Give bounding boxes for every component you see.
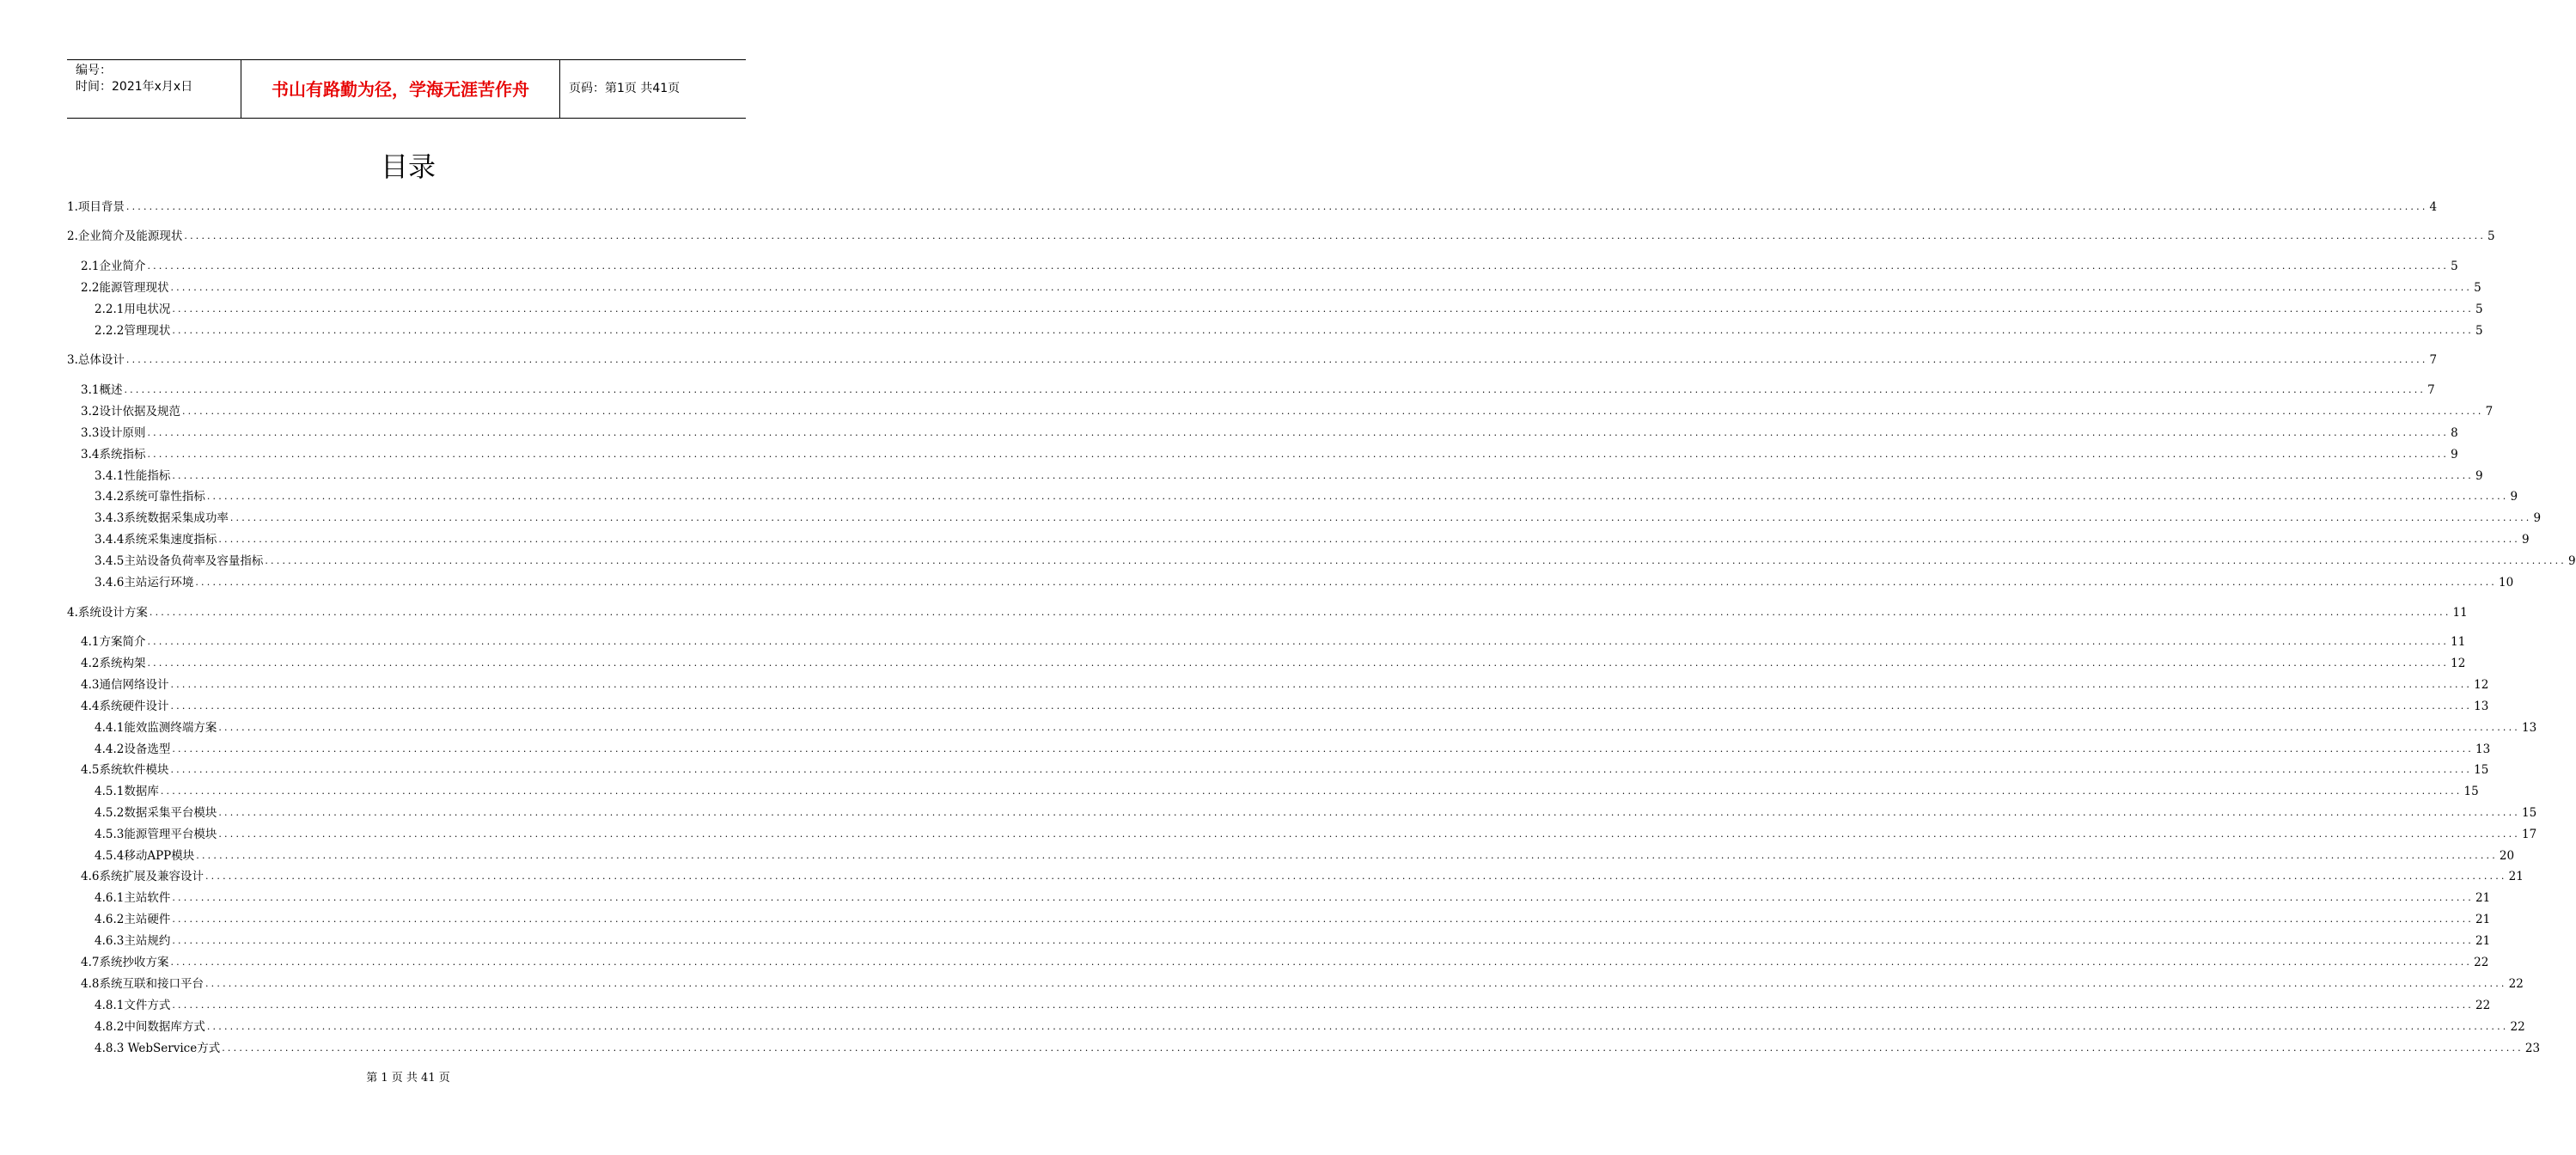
toc-entry-label: 2.2.1用电状况 [95, 302, 171, 316]
toc-entry-page: 21 [2475, 891, 2491, 905]
toc-entry-page: 21 [2475, 934, 2491, 948]
toc-leader-dots: ................................................................................................................................................................................................................................................................................................................................................................................................................ [147, 636, 2450, 647]
header-page-code: 页码：第1页 共41页 [569, 82, 681, 95]
toc-entry-page: 9 [2475, 469, 2483, 483]
document-number-label: 编号： [76, 64, 112, 77]
toc-entry-label: 4.5.2数据采集平台模块 [95, 806, 217, 820]
toc-leader-dots: ................................................................................................................................................................................................................................................................................................................................................................................................................ [147, 427, 2450, 438]
toc-entry-label: 3.4.4系统采集速度指标 [95, 533, 217, 547]
toc-entry-page: 21 [2508, 870, 2524, 883]
toc-entry-label: 4.7系统抄收方案 [81, 956, 169, 969]
toc-entry-page: 7 [2485, 405, 2494, 419]
toc-entry-label: 3.4系统指标 [81, 448, 146, 461]
toc-leader-dots: ................................................................................................................................................................................................................................................................................................................................................................................................................ [172, 999, 2474, 1011]
toc-leader-dots: ................................................................................................................................................................................................................................................................................................................................................................................................................ [170, 679, 2473, 690]
toc-entry-page: 15 [2463, 785, 2479, 798]
toc-leader-dots: ................................................................................................................................................................................................................................................................................................................................................................................................................ [204, 978, 2507, 989]
toc-entry-label: 2.1企业简介 [81, 260, 146, 273]
toc-entry-page: 15 [2522, 806, 2537, 820]
toc-leader-dots: ................................................................................................................................................................................................................................................................................................................................................................................................................ [172, 303, 2474, 315]
toc-leader-dots: ................................................................................................................................................................................................................................................................................................................................................................................................................ [206, 491, 2509, 502]
toc-entry[interactable] [81, 761, 2489, 779]
toc-leader-dots: ................................................................................................................................................................................................................................................................................................................................................................................................................ [149, 607, 2451, 618]
toc-leader-dots: ................................................................................................................................................................................................................................................................................................................................................................................................................ [147, 449, 2450, 460]
toc-entry-label: 2.2能源管理现状 [81, 281, 169, 295]
toc-entry-label: 2.企业简介及能源现状 [67, 229, 183, 243]
toc-entry[interactable] [95, 997, 2491, 1014]
toc-entry-page: 15 [2474, 763, 2489, 777]
toc-entry-label: 3.4.3系统数据采集成功率 [95, 511, 229, 525]
toc-leader-dots: ................................................................................................................................................................................................................................................................................................................................................................................................................ [147, 260, 2450, 272]
toc-entry-label: 4.系统设计方案 [67, 606, 148, 620]
toc-entry[interactable] [95, 719, 2537, 736]
page-footer: 第 1 页 共 41 页 [366, 1072, 450, 1085]
toc-entry-label: 4.2系统构架 [81, 657, 146, 670]
toc-leader-dots: ................................................................................................................................................................................................................................................................................................................................................................................................................ [218, 722, 2520, 733]
document-date-label: 时间：2021年x月x日 [76, 80, 193, 94]
toc-leader-dots: ................................................................................................................................................................................................................................................................................................................................................................................................................ [172, 470, 2474, 481]
toc-entry-page: 5 [2451, 260, 2458, 273]
toc-entry[interactable] [81, 425, 2458, 442]
toc-entry[interactable] [81, 975, 2524, 993]
toc-title: 目录 [380, 150, 436, 183]
toc-entry[interactable] [95, 911, 2491, 928]
toc-entry-page: 17 [2522, 828, 2537, 841]
toc-entry-page: 7 [2429, 353, 2438, 367]
toc-entry-page: 9 [2568, 554, 2576, 568]
toc-entry-label: 4.6系统扩展及兼容设计 [81, 870, 204, 883]
header-page-cell [560, 60, 746, 118]
toc-entry-page: 9 [2510, 490, 2518, 504]
toc-entry-label: 4.8.1文件方式 [95, 999, 171, 1012]
toc-entry[interactable] [95, 322, 2483, 339]
toc-entry-label: 4.5.4移动APP模块 [95, 849, 195, 863]
toc-entry-page: 5 [2487, 229, 2495, 243]
toc-entry[interactable] [95, 488, 2518, 505]
toc-entry-label: 4.3通信网络设计 [81, 678, 169, 692]
toc-leader-dots: ................................................................................................................................................................................................................................................................................................................................................................................................................ [229, 512, 2532, 523]
toc-entry[interactable] [95, 826, 2537, 843]
toc-leader-dots: ................................................................................................................................................................................................................................................................................................................................................................................................................ [218, 807, 2520, 818]
toc-entry[interactable] [81, 446, 2458, 463]
toc-leader-dots: ................................................................................................................................................................................................................................................................................................................................................................................................................ [195, 577, 2497, 588]
toc-entry-page: 22 [2475, 999, 2491, 1012]
toc-entry-page: 22 [2508, 977, 2524, 991]
toc-entry-label: 3.4.2系统可靠性指标 [95, 490, 205, 504]
toc-entry-page: 21 [2475, 913, 2491, 926]
header-motto: 书山有路勤为径，学海无涯苦作舟 [272, 79, 529, 100]
toc-entry[interactable] [95, 1018, 2525, 1036]
toc-entry-page: 5 [2474, 281, 2481, 295]
toc-entry[interactable] [95, 531, 2530, 548]
toc-entry[interactable] [81, 698, 2489, 715]
toc-leader-dots: ................................................................................................................................................................................................................................................................................................................................................................................................................ [172, 914, 2474, 925]
toc-entry-page: 20 [2499, 849, 2515, 863]
toc-entry-label: 3.3设计原则 [81, 426, 146, 440]
toc-entry-label: 3.4.1性能指标 [95, 469, 171, 483]
toc-entry[interactable] [95, 574, 2514, 591]
toc-entry-page: 11 [2452, 606, 2468, 620]
toc-leader-dots: ................................................................................................................................................................................................................................................................................................................................................................................................................ [204, 871, 2507, 882]
toc-entry-label: 3.2设计依据及规范 [81, 405, 180, 419]
toc-entry[interactable] [81, 403, 2494, 420]
toc-leader-dots: ................................................................................................................................................................................................................................................................................................................................................................................................................ [222, 1042, 2524, 1054]
toc-entry[interactable] [67, 604, 2468, 621]
toc-entry-page: 12 [2451, 657, 2466, 670]
toc-entry[interactable] [95, 301, 2483, 318]
toc-leader-dots: ................................................................................................................................................................................................................................................................................................................................................................................................................ [147, 657, 2450, 669]
toc-entry-label: 4.4.2设备选型 [95, 742, 171, 756]
toc-entry-label: 4.1方案简介 [81, 635, 146, 649]
toc-leader-dots: ................................................................................................................................................................................................................................................................................................................................................................................................................ [170, 700, 2473, 712]
page-header [67, 59, 746, 119]
toc-leader-dots: ................................................................................................................................................................................................................................................................................................................................................................................................................ [124, 384, 2426, 395]
toc-entry-label: 3.1概述 [81, 383, 123, 397]
toc-entry[interactable] [95, 741, 2491, 758]
toc-leader-dots: ................................................................................................................................................................................................................................................................................................................................................................................................................ [181, 406, 2484, 417]
toc-entry-label: 4.6.3主站规约 [95, 934, 171, 948]
toc-leader-dots: ................................................................................................................................................................................................................................................................................................................................................................................................................ [160, 785, 2463, 797]
toc-entry-page: 9 [2533, 511, 2542, 525]
toc-entry[interactable] [95, 889, 2491, 907]
toc-entry-label: 4.8.2中间数据库方式 [95, 1020, 205, 1034]
toc-entry[interactable] [95, 510, 2542, 527]
toc-leader-dots: ................................................................................................................................................................................................................................................................................................................................................................................................................ [125, 201, 2428, 212]
toc-leader-dots: ................................................................................................................................................................................................................................................................................................................................................................................................................ [170, 282, 2473, 293]
toc-leader-dots: ................................................................................................................................................................................................................................................................................................................................................................................................................ [196, 850, 2498, 861]
toc-entry-page: 22 [2510, 1020, 2525, 1034]
toc-entry-page: 7 [2427, 383, 2435, 397]
toc-entry[interactable] [81, 382, 2435, 399]
toc-entry-label: 4.8.3 WebService方式 [95, 1042, 221, 1055]
header-motto-cell [241, 60, 560, 118]
toc-entry[interactable] [67, 199, 2438, 216]
toc-leader-dots: ................................................................................................................................................................................................................................................................................................................................................................................................................ [206, 1021, 2509, 1032]
toc-entry[interactable] [95, 847, 2515, 865]
header-info-cell [67, 60, 241, 118]
toc-entry[interactable] [81, 279, 2481, 296]
toc-entry-page: 8 [2451, 426, 2458, 440]
toc-entry[interactable] [81, 868, 2524, 885]
toc-entry-label: 4.4.1能效监测终端方案 [95, 721, 217, 735]
toc-entry-page: 23 [2524, 1042, 2541, 1055]
toc-entry-label: 4.4系统硬件设计 [81, 700, 169, 713]
toc-entry-label: 4.8系统互联和接口平台 [81, 977, 204, 991]
toc-entry-page: 4 [2429, 200, 2438, 214]
toc-leader-dots: ................................................................................................................................................................................................................................................................................................................................................................................................................ [172, 325, 2474, 336]
toc-entry-page: 11 [2451, 635, 2466, 649]
toc-entry[interactable] [81, 655, 2466, 672]
toc-entry[interactable] [81, 633, 2466, 651]
toc-entry-label: 4.5.1数据库 [95, 785, 159, 798]
toc-entry[interactable] [81, 954, 2489, 971]
toc-leader-dots: ................................................................................................................................................................................................................................................................................................................................................................................................................ [218, 534, 2520, 545]
toc-entry-page: 12 [2474, 678, 2489, 692]
toc-entry[interactable] [81, 258, 2458, 275]
toc-entry-label: 4.5系统软件模块 [81, 763, 169, 777]
toc-entry-page: 22 [2474, 956, 2489, 969]
toc-entry-label: 3.4.6主站运行环境 [95, 576, 194, 590]
toc-entry[interactable] [67, 351, 2438, 369]
toc-entry-page: 13 [2475, 742, 2491, 756]
toc-entry[interactable] [95, 1040, 2541, 1057]
toc-entry-label: 3.总体设计 [67, 353, 125, 367]
toc-entry[interactable] [95, 932, 2491, 950]
toc-leader-dots: ................................................................................................................................................................................................................................................................................................................................................................................................................ [170, 764, 2473, 775]
toc-entry-page: 10 [2499, 576, 2514, 590]
toc-entry-label: 4.6.1主站软件 [95, 891, 171, 905]
toc-entry[interactable] [67, 228, 2495, 245]
toc-leader-dots: ................................................................................................................................................................................................................................................................................................................................................................................................................ [172, 892, 2474, 903]
toc-leader-dots: ................................................................................................................................................................................................................................................................................................................................................................................................................ [172, 743, 2474, 755]
toc-leader-dots: ................................................................................................................................................................................................................................................................................................................................................................................................................ [218, 828, 2520, 840]
toc-entry-label: 4.5.3能源管理平台模块 [95, 828, 217, 841]
toc-leader-dots: ................................................................................................................................................................................................................................................................................................................................................................................................................ [265, 555, 2567, 566]
toc-entry-label: 3.4.5主站设备负荷率及容量指标 [95, 554, 264, 568]
toc-entry-page: 13 [2474, 700, 2489, 713]
toc-entry[interactable] [81, 676, 2489, 694]
toc-entry-page: 9 [2451, 448, 2458, 461]
toc-leader-dots: ................................................................................................................................................................................................................................................................................................................................................................................................................ [125, 354, 2428, 365]
toc-entry[interactable] [95, 553, 2576, 570]
toc-entry-page: 5 [2475, 324, 2483, 338]
toc-entry-page: 13 [2522, 721, 2537, 735]
toc-leader-dots: ................................................................................................................................................................................................................................................................................................................................................................................................................ [184, 230, 2487, 241]
toc-entry[interactable] [95, 468, 2483, 485]
toc-entry-page: 9 [2522, 533, 2530, 547]
toc-entry-label: 2.2.2管理现状 [95, 324, 171, 338]
toc-entry[interactable] [95, 783, 2479, 800]
toc-entry-label: 1.项目背景 [67, 200, 125, 214]
toc-entry-page: 5 [2475, 302, 2483, 316]
toc-entry[interactable] [95, 804, 2537, 822]
toc-entry-label: 4.6.2主站硬件 [95, 913, 171, 926]
toc-leader-dots: ................................................................................................................................................................................................................................................................................................................................................................................................................ [172, 935, 2474, 946]
toc-leader-dots: ................................................................................................................................................................................................................................................................................................................................................................................................................ [170, 956, 2473, 968]
